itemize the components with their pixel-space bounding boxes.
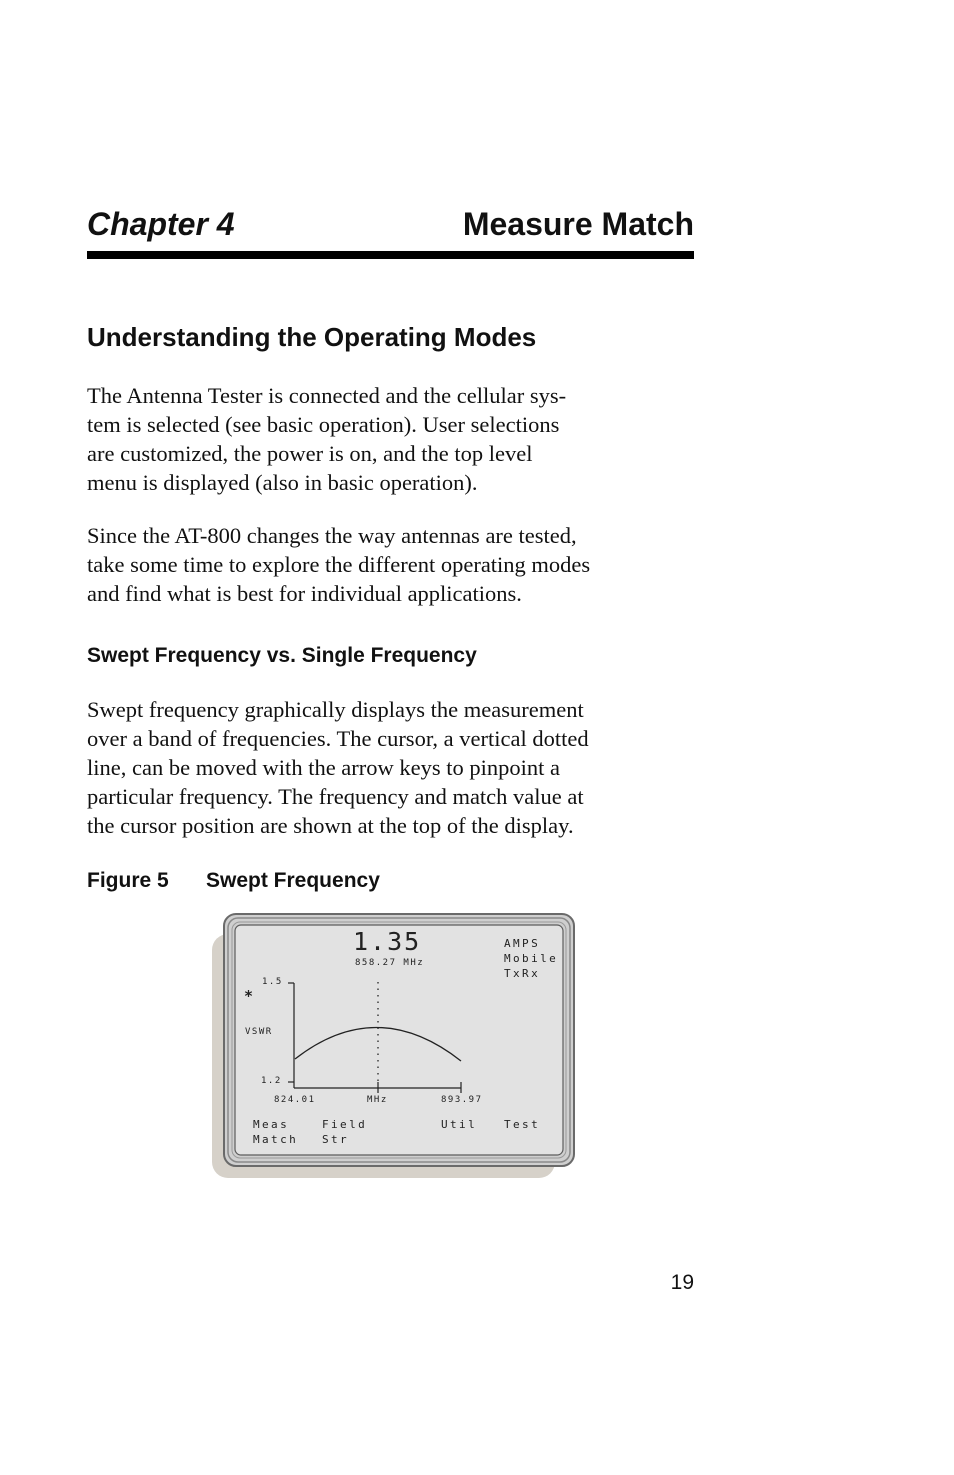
figure-number: Figure 5 <box>87 869 169 892</box>
y-axis-label: VSWR <box>245 1027 273 1037</box>
cursor-frequency: 858.27 MHz <box>355 958 425 968</box>
paragraph-line: take some time to explore the different operating modes <box>87 552 591 577</box>
menu-test: Test <box>504 1118 541 1131</box>
page-number: 19 <box>670 1271 694 1294</box>
y-bottom-label: 1.2 <box>261 1076 282 1086</box>
x-unit-label: MHz <box>367 1095 388 1105</box>
paragraph-line: The Antenna Tester is connected and the cellular sys- <box>87 383 567 408</box>
y-top-label: 1.5 <box>262 977 283 987</box>
chapter-title: Measure Match <box>462 206 694 242</box>
subsection-heading: Swept Frequency vs. Single Frequency <box>87 644 477 667</box>
mode-line: Mobile <box>504 952 559 965</box>
section-heading: Understanding the Operating Modes <box>87 322 537 352</box>
paragraph-line: line, can be moved with the arrow keys to pinpoint a <box>87 755 561 780</box>
paragraph-line: particular frequency. The frequency and match value at <box>87 784 584 809</box>
paragraph-line: and find what is best for individual applications. <box>87 581 522 606</box>
paragraph-line: over a band of frequencies. The cursor, a vertical dotted <box>87 726 589 751</box>
x-start-label: 824.01 <box>274 1095 316 1105</box>
paragraph-line: Since the AT-800 changes the way antennas are tested, <box>87 523 577 548</box>
mode-line: AMPS <box>504 937 541 950</box>
paragraph-line: menu is displayed (also in basic operation). <box>87 470 478 495</box>
marker-icon: * <box>244 987 254 1005</box>
paragraph-modes <box>87 521 697 608</box>
menu-meas-match: Meas Match <box>253 1118 299 1146</box>
paragraph-intro <box>87 381 697 497</box>
paragraph-line: the cursor position are shown at the top of the display. <box>87 813 574 838</box>
figure-title: Swept Frequency <box>206 869 380 892</box>
vswr-reading: 1.35 <box>353 927 422 956</box>
x-end-label: 893.97 <box>441 1095 483 1105</box>
menu-field-str: Field Str <box>322 1118 368 1146</box>
figure-caption <box>87 869 380 893</box>
paragraph-swept <box>87 695 697 840</box>
device-display-figure <box>212 912 576 1180</box>
mode-line: TxRx <box>504 967 541 980</box>
menu-util: Util <box>441 1118 478 1131</box>
paragraph-line: tem is selected (see basic operation). User selections <box>87 412 560 437</box>
chapter-label: Chapter 4 <box>87 206 235 242</box>
paragraph-line: Swept frequency graphically displays the measurement <box>87 697 584 722</box>
system-mode <box>504 936 558 981</box>
paragraph-line: are customized, the power is on, and the top level <box>87 441 533 466</box>
chapter-rule <box>87 251 694 259</box>
chapter-header <box>87 206 694 260</box>
